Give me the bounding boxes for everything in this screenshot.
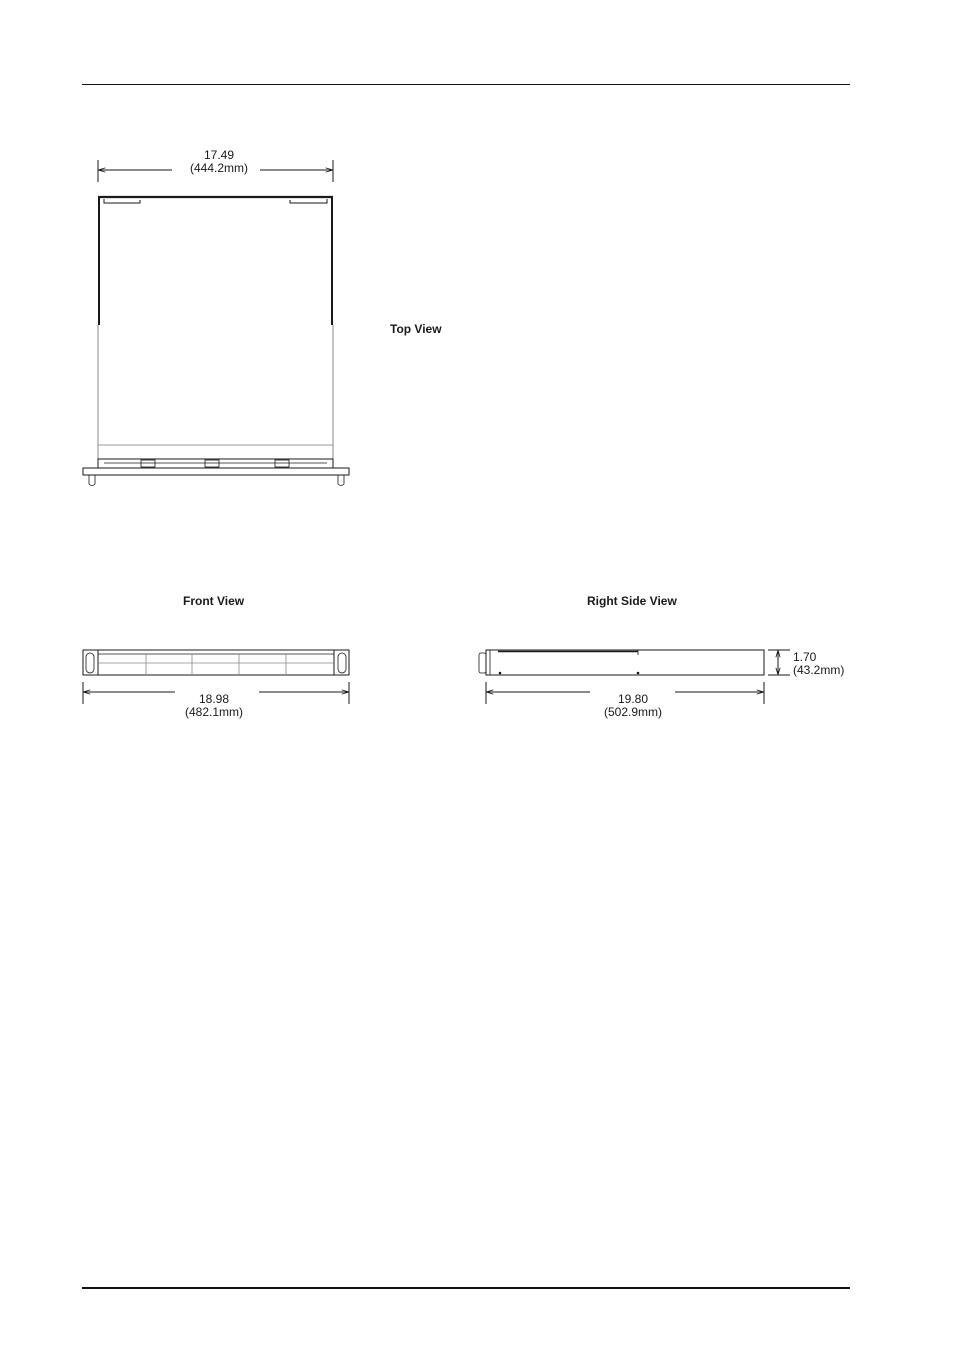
side-view-handle bbox=[479, 653, 486, 673]
side-view-body bbox=[486, 650, 764, 675]
right-side-view-title: Right Side View bbox=[587, 594, 677, 608]
side-view-height-inches: 1.70 bbox=[793, 650, 817, 664]
side-view-depth-mm: (502.9mm) bbox=[603, 705, 662, 719]
top-view-width-mm: (444.2mm) bbox=[189, 161, 248, 175]
front-view-title: Front View bbox=[183, 594, 245, 608]
side-view-screw-rear bbox=[637, 672, 639, 674]
front-view-width-mm: (482.1mm) bbox=[184, 705, 243, 719]
side-view-depth-inches: 19.80 bbox=[617, 692, 649, 706]
top-view-handle-left bbox=[89, 475, 95, 486]
top-view-rear-bracket-right bbox=[290, 199, 327, 203]
top-view-title: Top View bbox=[390, 322, 442, 336]
side-view-screw-front bbox=[499, 672, 501, 674]
top-view-bezel-clip-2 bbox=[205, 460, 219, 467]
top-view-rear-bracket-left bbox=[104, 199, 140, 203]
side-view-depth-label bbox=[583, 693, 683, 719]
top-view-bezel-clip-3 bbox=[275, 460, 289, 467]
top-view-handle-right bbox=[338, 475, 344, 486]
top-view-drawing bbox=[83, 160, 349, 486]
front-view-width-inches: 18.98 bbox=[198, 692, 230, 706]
front-view-width-label bbox=[164, 693, 264, 719]
top-view-width-label bbox=[169, 149, 269, 175]
side-view-height-mm: (43.2mm) bbox=[793, 663, 845, 677]
top-view-bezel-clip-1 bbox=[141, 460, 155, 467]
side-view-height-label bbox=[793, 651, 844, 677]
top-view-width-inches: 17.49 bbox=[203, 148, 235, 162]
front-view-handle-right bbox=[338, 653, 346, 673]
top-view-rack-ears bbox=[83, 468, 349, 475]
front-view-handle-left bbox=[86, 653, 94, 673]
